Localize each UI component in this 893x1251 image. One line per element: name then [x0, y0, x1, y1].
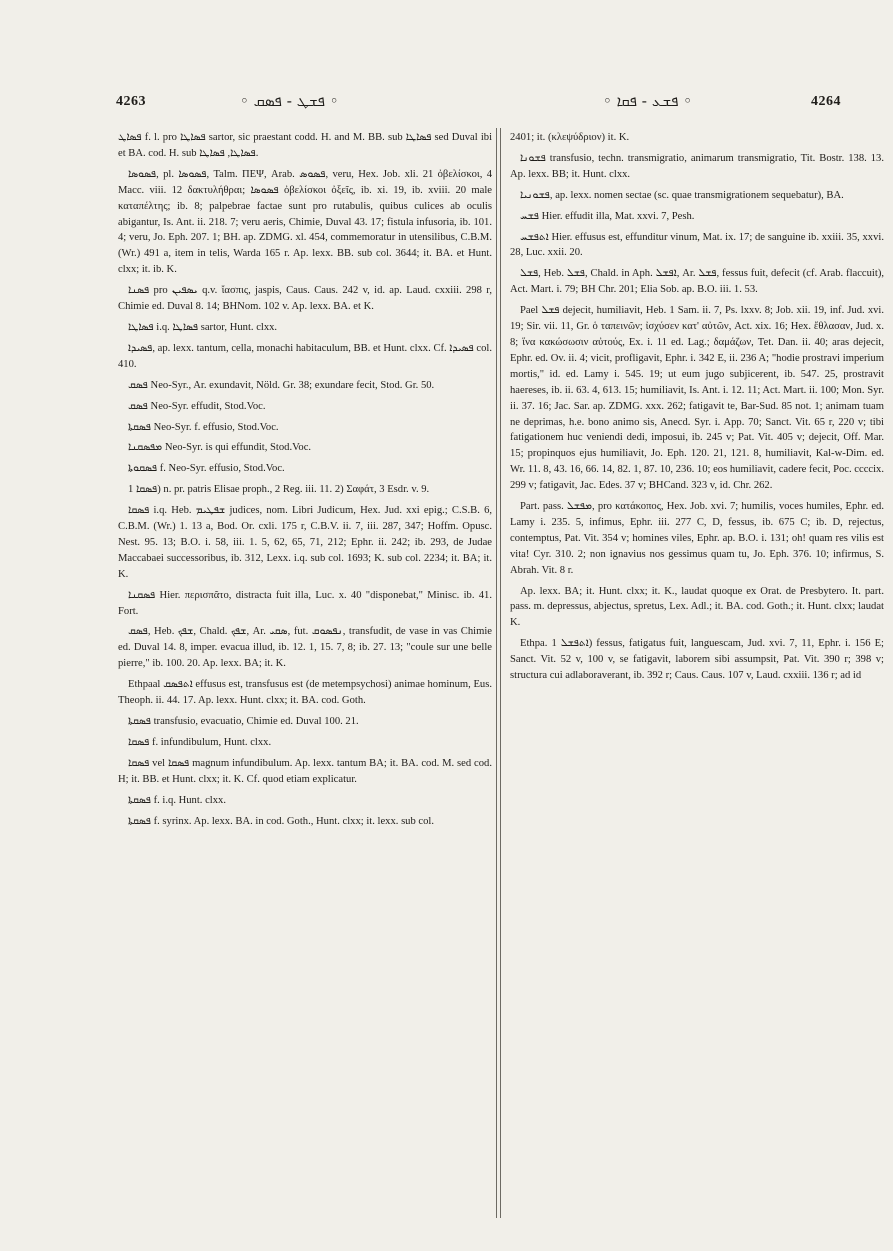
- left-column: [118, 130, 492, 1215]
- dictionary-entry: ܦܣܝܕܐ, ap. lexx. tantum, cella, monachi habitaculum, BB. et Hunt. clxx. Cf. ܦܣܝܕܐ col. 410.: [118, 342, 492, 370]
- left-page-number: 4263: [116, 94, 146, 109]
- dictionary-entry: ܦܣܩ, Heb. ܫܦܟ, Chald. ܫܦܟ, Ar. ܣܩܝ, fut. ܢܦܣܘܩ, transfudit, de vase in vas Chimie ed. Duval 14. 8, imper. evacua illud, ib. 12. 1, 15. 7, 8; ib. 27. 13; "coule sur une belle pierre," ib. 100. 20. Ap. lexx. BA; it. K.: [118, 626, 492, 670]
- dictionary-entry: ܐܬܦܫܚ Hier. effusus est, effunditur vinum, Mat. ix. 17; de sanguine ib. xxiii. 35, xxvi. 28, Luc. xxii. 20.: [510, 231, 884, 259]
- dictionary-entry: ܦܣܐܛ f. l. pro ܦܣܐܛܐ sartor, sic praestant codd. H. and M. BB. sub ܦܣܐܛܐ sed Duval ibi et BA. cod. H. sub ܦܣܐܛܐ, ܦܣܐܛܐ.: [118, 132, 492, 159]
- dictionary-entry: Ap. lexx. BA; it. Hunt. clxx; it. K., laudat quoque ex Orat. de Presbytero. It. part. pass. m. depressus, abjectus, spretus, Lex. Adl.; it. BA. cod. Goth.; it. Hunt. clxx; laudat K.: [510, 585, 884, 629]
- page-header: [0, 92, 893, 116]
- dictionary-entry: ܦܣܩ Neo-Syr., Ar. exundavit, Nöld. Gr. 38; exundare fecit, Stod. Gr. 50.: [128, 379, 435, 391]
- dictionary-entry: ܦܣܩܐ vel ܦܣܩܐ magnum infundibulum. Ap. lexx. tantum BA; it. BA. cod. M. sed cod. H; it. BB. et Hunt. clxx; it. K. Cf. quod etiam explicatur.: [118, 757, 492, 785]
- dictionary-entry: ܦܫܘܢܐ transfusio, techn. transmigratio, animarum transmigratio, Tit. Bostr. 138. 13. Ap. lexx. BB; it. Hunt. clxx.: [510, 152, 884, 180]
- dictionary-entry: ܦܣܩܐ i.q. Heb. ܫܦܛܝܡ judices, nom. Libri Judicum, Hex. Jud. xxi epig.; C.S.B. 6, C.B.M. (Wr.) 1. 13 a, Bod. Or. cxli. 175 r, C.B.V. ii. 7, iii. 287, 347; Hoffm. Opusc. Nest. 95. 13; B.O. i. 58, iii. 1. 5, 62, 65, 71, 212; Ephr. ii. 242; ib. 293, de Judae Maccabaei successoribus, ib. 312, Lexx. i.q. sub col. 1693; K. sub col. 2234; it. BA; it. K.: [118, 505, 492, 580]
- column-divider: [496, 128, 497, 1218]
- column-divider: [500, 128, 501, 1218]
- dictionary-entry: Pael ܦܫܠ dejecit, humiliavit, Heb. 1 Sam. ii. 7, Ps. lxxv. 8; Job. xii. 19, inf. Jud. xvi. 19; Sir. vii. 11, Gr. ὁ ταπεινῶν; ἰσχύσεν κατ' αὐτῶν, Act. xix. 16; Hex. ἔθλασαν, Jud. x. 8; ἵνα κακώσωσιν αὐτούς, Ex. i. 11 ed. Lag.; δαμάζων, Tet. Dan. ii. 40; aras dejecit, Ephr. ed. Ov. ii. 4; vicit, profligavit, Ephr. i. 342 E, ii. 236 A; "hodie prostravi imperium mortis," id. ed. Lamy i. 545. 19; ut eum jugo subjicerent, ib. 547. 25, prostravit haereses, ib. ii. 63. 4, 613. 15; humiliavit, Is. Ant. i. 12. 11; Act. Mart. ii. 100; Mon. Syr. ii. 37. 16; Jac. Sar. ap. ZDMG. xxx. 262; fatigavit te, Bar-Sud. 85 not. 1; animam tuam ne deprimas, h.e. bono animo sis, Anecd. Syr. i. App. 70; Sanct. Vit. 65 r, 220 v; tibi fatigationem huc veniendi dedi, imposui, ib. 245 v; Pat. Vit. 405 v; dejecit, Off. Mar. 15; propinquos ejus humiliavit, Jo. Eph. 120. 21, 121. 8, humiliavit, Kal-w-Dim. ed. Wr. 11. 8, 43. 16, 66. 14, 82. 1, 87. 10, 236. 10; eos humiliavit, cadere fecit, Poc. ccccix. 299 v; fatigavit, Jac. Edes. 37 v; BHCand. 323 v, id. Chr. 262.: [510, 305, 884, 492]
- dictionary-entry: ܦܫܠ, Heb. ܦܫܠ, Chald. in Aph. ܐܦܫܠ, Ar. ܦܫܠ, fessus fuit, defecit (cf. Arab. flaccuit), Act. Mart. i. 79; BH Chr. 201; Elia Sob. ap. B.O. iii. 1. 53.: [510, 268, 884, 296]
- dictionary-entry: ܦܣܩܬܐ f. syrinx. Ap. lexx. BA. in cod. Goth., Hunt. clxx; it. lexx. sub col.: [128, 815, 435, 827]
- dictionary-entry: Ethpaal ܐܬܦܣܩ effusus est, transfusus est (de metempsychosi) animae hominum, Eus. Theoph. ii. 44. 17. Ap. lexx. Hunt. clxx; it. BA. cod. Goth.: [118, 679, 492, 707]
- dictionary-entry: Part. pass. ܡܦܫܠ, pro κατάκοπος, Hex. Job. xvi. 7; humilis, voces humiles, Ephr. ed. Lamy i. 235. 5, infimus, Ephr. iii. 277 C, D, fessus, ib. 675 C; ib. D, rejectus, contemptus, Pat. Vit. 354 v; homines viles, Ephr. ap. B.O. i. 131; oh! quam res vilis est vita! Cyr. 310. 2; non ignavius nos gessimus quam tu, Jo. Eph. 376. 10; infirmus, S. Abrah. Vit. 8 r.: [510, 501, 884, 576]
- dictionary-entry: ܦܣܩܬܐ f. i.q. Hunt. clxx.: [128, 794, 226, 806]
- dictionary-entry: ܦܫܘܢܝܐ, ap. lexx. nomen sectae (sc. quae transmigrationem sequebatur), BA.: [520, 189, 844, 201]
- dictionary-entry: ܦܣܐܛܐ i.q. ܦܣܐܛܐ sartor, Hunt. clxx.: [128, 321, 278, 333]
- right-page-number: 4264: [811, 94, 841, 109]
- right-column: [510, 130, 884, 1215]
- dictionary-entry: ܡܦܣܩܢܐ Neo-Syr. is qui effundit, Stod.Voc.: [128, 442, 312, 454]
- dictionary-entry: Ethpa. ܐܬܦܫܠ 1) fessus, fatigatus fuit, languescam, Jud. xvi. 7, 11, Ephr. i. 156 E; Sanct. Vit. 52 v, 100 v, se fatigavit, laborem sibi assumpsit, Pat. Vit. 390 r; 398 v; structura cui adlaboraverant, ib. 392 r; Caus. Caus. 107 v, Laud. cxxiii. 136 r; ad id: [510, 638, 884, 682]
- dictionary-entry: ܦܣܘܣܐ, pl. ܦܣܘܣܐ, Talm. ΠΕΨ, Arab. ܦܣܘܣ, veru, Hex. Job. xli. 21 ὀβελίσκοι, 4 Macc. viii. 12 δακτυλήθραι; ܦܣܘܣܐ ὀβελίσκοι ὀξεῖς, ib. xi. 19, ib. xviii. 20 male καταπέλτης; ib. 8; palpebrae factae sunt pro rutabulis, quibus culices ab oculis abigantur, Is. Ant. ii. 218. 7; veru aeris, Chimie, Duval 43. 17; fistula infusoria, ib. 101. 4; veru, Jo. Eph. 207. 1; BH. ap. ZDMG. xl. 454, commemoratur in utensilibus, C.B.M. (Wr.) 491 a, item in telis, Warda 165 r. Ap. lexx. BB. sub col. 3644; it. BA. et Hunt. clxx; it. ib. K.: [118, 168, 492, 276]
- dictionary-entry: ܦܣܩܐ 1) n. pr. patris Elisae proph., 2 Reg. iii. 11. 2) Σαφάτ, 3 Esdr. v. 9.: [128, 484, 430, 496]
- dictionary-entry: ܦܣܩܬܐ transfusio, evacuatio, Chimie ed. Duval 100. 21.: [128, 716, 359, 727]
- right-headword: ◦ ܦܫܥ - ܦܩܐ ◦: [603, 92, 693, 110]
- dictionary-entry: ܦܫܚ Hier. effudit illa, Mat. xxvi. 7, Pesh.: [520, 210, 695, 222]
- dictionary-entry: ܦܣܩܐ f. infundibulum, Hunt. clxx.: [128, 736, 272, 748]
- dictionary-entry: ܦܣܩ Neo-Syr. effudit, Stod.Voc.: [128, 400, 266, 412]
- left-headword: ◦ ܦܫܛ - ܦܣܩ ◦: [240, 92, 339, 110]
- dictionary-entry: ܦܣܢܐ pro ܝܣܦܝܢ q.v. ἴασπις, jaspis, Caus. Caus. 242 v, id. ap. Laud. cxxiii. 298 r, Chimie ed. Duval 8. 14; BHNom. 102 v. Ap. lexx. BA. et K.: [118, 285, 492, 313]
- dictionary-entry: ܦܣܩܘܬܐ f. Neo-Syr. effusio, Stod.Voc.: [128, 463, 285, 475]
- dictionary-entry: ܦܣܩܢܐ Hier. περισπᾶτο, distracta fuit illa, Luc. x. 40 "disponebat," Minisc. ib. 41. Fort.: [118, 589, 492, 617]
- dictionary-entry: ܦܣܩܬܐ Neo-Syr. f. effusio, Stod.Voc.: [128, 421, 279, 433]
- dictionary-entry: 2401; it. (κλεψύδριον) it. K.: [510, 132, 630, 143]
